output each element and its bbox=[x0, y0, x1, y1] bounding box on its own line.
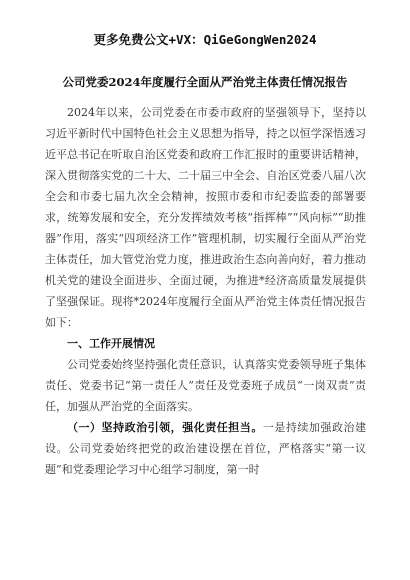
subsection-paragraph bbox=[45, 417, 366, 480]
subsection-heading: （一）坚持政治引领，强化责任担当。 bbox=[67, 421, 263, 434]
intro-paragraph: 2024年以来，公司党委在市委市政府的坚强领导下，坚持以习近平新时代中国特色社会主义思想为指导，持之以恒学深悟透习近平总书记在听取自治区党委和政府工作汇报时的重要讲话精神，深入贯彻落实党的二十大、二十届三中全会、自治区党委八届八次全会和市委七届九次全会精神，按照市委和市纪委监委的部署要求，统筹发展和安全，充分发挥绩效考核“指挥棒”“风向标”“助推器”作用，落实“四项经济工作”管理机制，切实履行全面从严治党主体责任，加大管党治党力度，推进政治生态向善向好，着力推动机关党的建设全面进步、全面过硬，为推进*经济高质量发展提供了坚强保证。现将*2024年度履行全面从严治党主体责任情况报告如下： bbox=[45, 106, 366, 329]
document-title: 公司党委2024年度履行全面从严治党主体责任情况报告 bbox=[62, 75, 348, 89]
section-paragraph: 公司党委始终坚持强化责任意识，认真落实党委领导班子集体责任、党委书记“第一责任人”责任及党委班子成员“一岗双责”责任，加强从严治党的全面落实。 bbox=[45, 358, 366, 413]
promo-banner: 更多免费公文+VX：QiGeGongWen2024 bbox=[93, 32, 317, 47]
subsection-body: 一是持续加强政治建设。公司党委始终把党的政治建设摆在首位，严格落实“第一议题”和党委理论学习中心组学习制度，第一时 bbox=[45, 421, 367, 476]
document-body bbox=[45, 102, 366, 480]
section-heading: 一、工作开展情况 bbox=[67, 337, 155, 350]
